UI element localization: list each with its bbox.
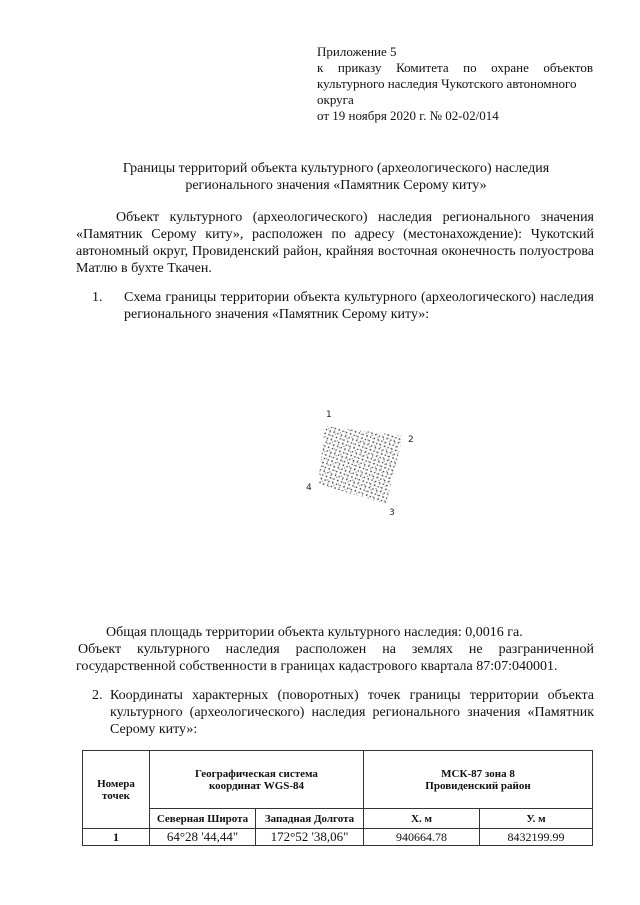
header-wgs84: Географическая система координат WGS-84 xyxy=(150,751,364,809)
point-label-3: 3 xyxy=(389,508,395,518)
subheader-x: X. м xyxy=(364,809,480,829)
cell-x: 940664.78 xyxy=(364,829,480,846)
section-1 xyxy=(76,289,594,323)
subheader-longitude: Западная Долгота xyxy=(256,809,364,829)
section-2-line-2: культурного (археологического) наследия регионального значения «Памятник xyxy=(110,705,594,720)
coordinates-table xyxy=(82,750,593,846)
boundary-scheme-drawing xyxy=(300,406,430,518)
area-paragraph xyxy=(76,624,594,675)
intro-paragraph xyxy=(76,209,594,277)
appendix-line-1: Приложение 5 xyxy=(317,44,397,59)
point-label-2: 2 xyxy=(408,435,414,445)
cell-y: 8432199.99 xyxy=(480,829,593,846)
table-header-row xyxy=(83,751,593,809)
intro-line-1: Объект культурного (археологического) наследия регионального значения xyxy=(116,210,594,225)
point-label-4: 4 xyxy=(306,483,312,493)
title-line-1: Границы территорий объекта культурного (археологического) наследия xyxy=(122,161,550,176)
appendix-line-2: к приказу Комитета по охране объектов xyxy=(317,60,593,75)
section-2-number: 2. xyxy=(92,688,103,703)
appendix-line-5: от 19 ноября 2020 г. № 02-02/014 xyxy=(317,108,499,123)
section-1-line-1: Схема границы территории объекта культурного (археологического) наследия xyxy=(124,290,594,305)
section-2 xyxy=(76,687,594,738)
intro-line-4: Матлю в бухте Ткачен. xyxy=(76,261,212,276)
table-row xyxy=(83,829,593,846)
document-title xyxy=(80,160,592,194)
section-1-number: 1. xyxy=(92,290,103,305)
title-line-2: регионального значения «Памятник Серому киту» xyxy=(185,178,487,193)
header-msk87: МСК-87 зона 8 Провиденский район xyxy=(364,751,593,809)
point-label-1: 1 xyxy=(326,410,332,420)
area-line-3: государственной собственности в границах кадастрового квартала 87:07:040001. xyxy=(76,659,558,674)
boundary-area-fill-2 xyxy=(318,426,403,504)
cell-longitude: 172°52 '38,06" xyxy=(256,829,364,846)
appendix-line-3: культурного наследия Чукотского автономного xyxy=(317,76,577,91)
section-2-line-3: Серому киту»: xyxy=(110,722,198,737)
subheader-y: У. м xyxy=(480,809,593,829)
cell-point: 1 xyxy=(83,829,150,846)
intro-line-3: автономный округ, Провиденский район, крайняя восточная оконечность полуострова xyxy=(76,244,594,259)
appendix-line-4: округа xyxy=(317,92,354,107)
section-2-line-1: Координаты характерных (поворотных) точек границы территории объекта xyxy=(110,688,594,703)
header-points: Номера точек xyxy=(83,751,150,829)
cell-latitude: 64°28 '44,44" xyxy=(150,829,256,846)
section-1-line-2: регионального значения «Памятник Серому киту»: xyxy=(124,307,430,322)
intro-line-2: «Памятник Серому киту», расположен по адресу (местонахождение): Чукотский xyxy=(76,227,594,242)
table-subheader-row xyxy=(83,809,593,829)
appendix-header xyxy=(317,44,593,124)
boundary-scheme xyxy=(300,406,430,518)
area-line-1: Общая площадь территории объекта культурного наследия: 0,0016 га. xyxy=(106,625,523,640)
subheader-latitude: Северная Широта xyxy=(150,809,256,829)
area-line-2: Объект культурного наследия расположен на землях не разграниченной xyxy=(78,642,594,657)
